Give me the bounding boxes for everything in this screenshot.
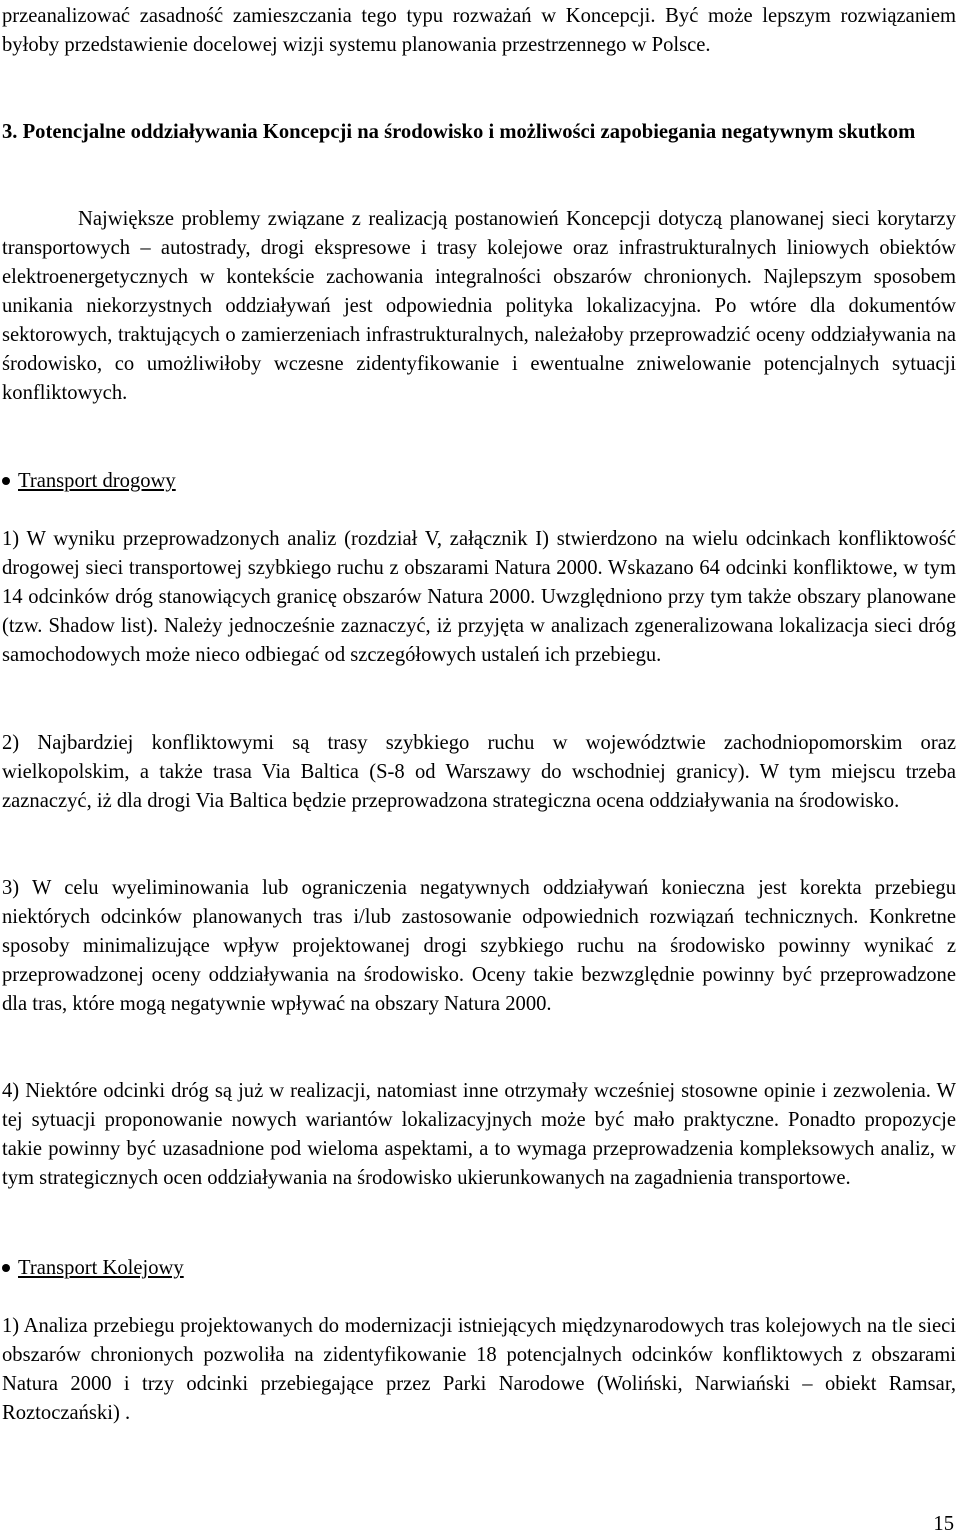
kolejowy-item-1: 1) Analiza przebiegu projektowanych do modernizacji istniejących międzynarodowych tras kolejowych na tle sieci obszarów chronionych pozwoliła na zidentyfikowanie 18 potencjalnych odcinków konfliktowych z obszarami Natura 2000 i trzy odcinki przebiegające przez Parki Narodowe (Woliński, Narwiański – obiekt Ramsar, Roztoczański) . bbox=[2, 1315, 956, 1424]
transport-drogowy-heading bbox=[2, 467, 956, 496]
intro-paragraph: przeanalizować zasadność zamieszczania tego typu rozważań w Koncepcji. Być może lepszym rozwiązaniem byłoby przedstawienie docelowej wizji systemu planowania przestrzennego w Polsce. bbox=[2, 5, 956, 56]
transport-kolejowy-label: Transport Kolejowy bbox=[18, 1257, 184, 1279]
drogowy-item-1: 1) W wyniku przeprowadzonych analiz (rozdział V, załącznik I) stwierdzono na wielu odcinkach konfliktowość drogowej sieci transportowej szybkiego ruchu z obszarami Natura 2000. Wskazano 64 odcinki konfliktowe, w tym 14 odcinków dróg stanowiących granicę obszarów Natura 2000. Uwzględniono przy tym także obszary planowane (tzw. Shadow list). Należy jednocześnie zaznaczyć, iż przyjęta w analizach zgeneralizowana lokalizacja sieci dróg samochodowych może nieco odbiegać od szczegółowych ustaleń ich przebiegu. bbox=[2, 528, 956, 666]
transport-drogowy-label: Transport drogowy bbox=[18, 470, 176, 492]
section-3-paragraph: Największe problemy związane z realizacją postanowień Koncepcji dotyczą planowanej sieci korytarzy transportowych – autostrady, drogi ekspresowe i trasy kolejowe oraz infrastrukturalnych liniowych obiektów elektroenergetycznych w kontekście zachowania integralności obszarów chronionych. Najlepszym sposobem unikania niekorzystnych oddziaływań jest odpowiednia polityka lokalizacyjna. Po wtóre dla dokumentów sektorowych, traktujących o zamierzeniach infrastrukturalnych, należałoby przeprowadzić oceny oddziaływania na środowisko, co umożliwiłoby wczesne zidentyfikowanie i ewentualne zniwelowanie potencjalnych sytuacji konfliktowych. bbox=[2, 208, 956, 404]
bullet-icon bbox=[2, 477, 10, 485]
page-number: 15 bbox=[933, 1513, 954, 1535]
drogowy-item-3: 3) W celu wyeliminowania lub ograniczenia negatywnych oddziaływań konieczna jest korekta przebiegu niektórych odcinków planowanych tras i/lub zastosowanie odpowiednich rozwiązań technicznych. Konkretne sposoby minimalizujące wpływ projektowanej drogi szybkiego ruchu na środowisko powinny wynikać z przeprowadzonej oceny oddziaływania na środowisko. Oceny takie bezwzględnie powinny być przeprowadzone dla tras, które mogą negatywnie wpływać na obszary Natura 2000. bbox=[2, 877, 956, 1015]
bullet-icon bbox=[2, 1264, 10, 1272]
transport-kolejowy-heading bbox=[2, 1254, 956, 1283]
drogowy-item-2: 2) Najbardziej konfliktowymi są trasy szybkiego ruchu w województwie zachodniopomorskim oraz wielkopolskim, a także trasa Via Baltica (S-8 od Warszawy do wschodniej granicy). W tym miejscu trzeba zaznaczyć, iż dla drogi Via Baltica będzie przeprowadzona strategiczna ocena oddziaływania na środowisko. bbox=[2, 732, 956, 812]
section-3-title: 3. Potencjalne oddziaływania Koncepcji na środowisko i możliwości zapobiegania negatywnym skutkom bbox=[2, 121, 916, 143]
drogowy-item-4: 4) Niektóre odcinki dróg są już w realizacji, natomiast inne otrzymały wcześniej stosowne opinie i zezwolenia. W tej sytuacji proponowanie nowych wariantów lokalizacyjnych może być mało praktyczne. Ponadto propozycje takie powinny być uzasadnione pod wieloma aspektami, a to wymaga przeprowadzenia kompleksowych analiz, w tym strategicznych ocen oddziaływania na środowisko ukierunkowanych na zagadnienia transportowe. bbox=[2, 1080, 956, 1189]
